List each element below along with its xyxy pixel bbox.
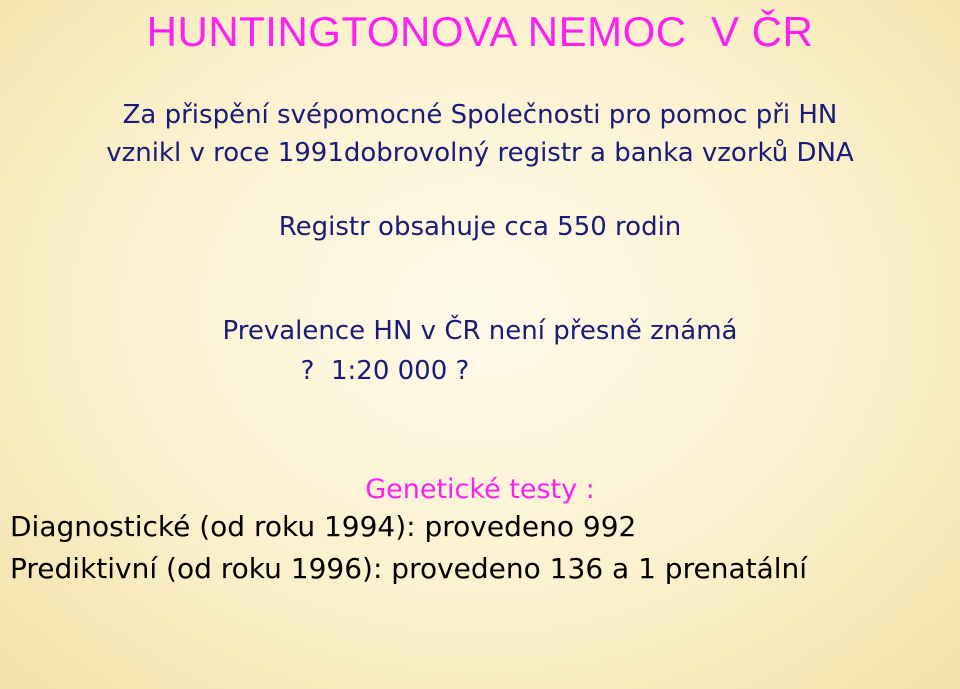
prevalence-text: Prevalence HN v ČR není přesně známá bbox=[222, 316, 738, 346]
intro-line-2: vznikl v roce 1991dobrovolný registr a banka vzorků DNA bbox=[106, 138, 854, 168]
registry-text: Registr obsahuje cca 550 rodin bbox=[278, 212, 682, 242]
prevalence-estimate: ? 1:20 000 ? bbox=[300, 356, 470, 386]
slide-title: HUNTINGTONOVA NEMOC V ČR bbox=[146, 8, 814, 55]
diagnostic-tests-line: Diagnostické (od roku 1994): provedeno 992 bbox=[10, 510, 637, 543]
genetic-tests-heading: Genetické testy : bbox=[365, 474, 595, 505]
intro-line-1: Za přispění svépomocné Společnosti pro pomoc při HN bbox=[122, 100, 838, 130]
predictive-tests-line: Prediktivní (od roku 1996): provedeno 136 a 1 prenatální bbox=[10, 552, 808, 585]
